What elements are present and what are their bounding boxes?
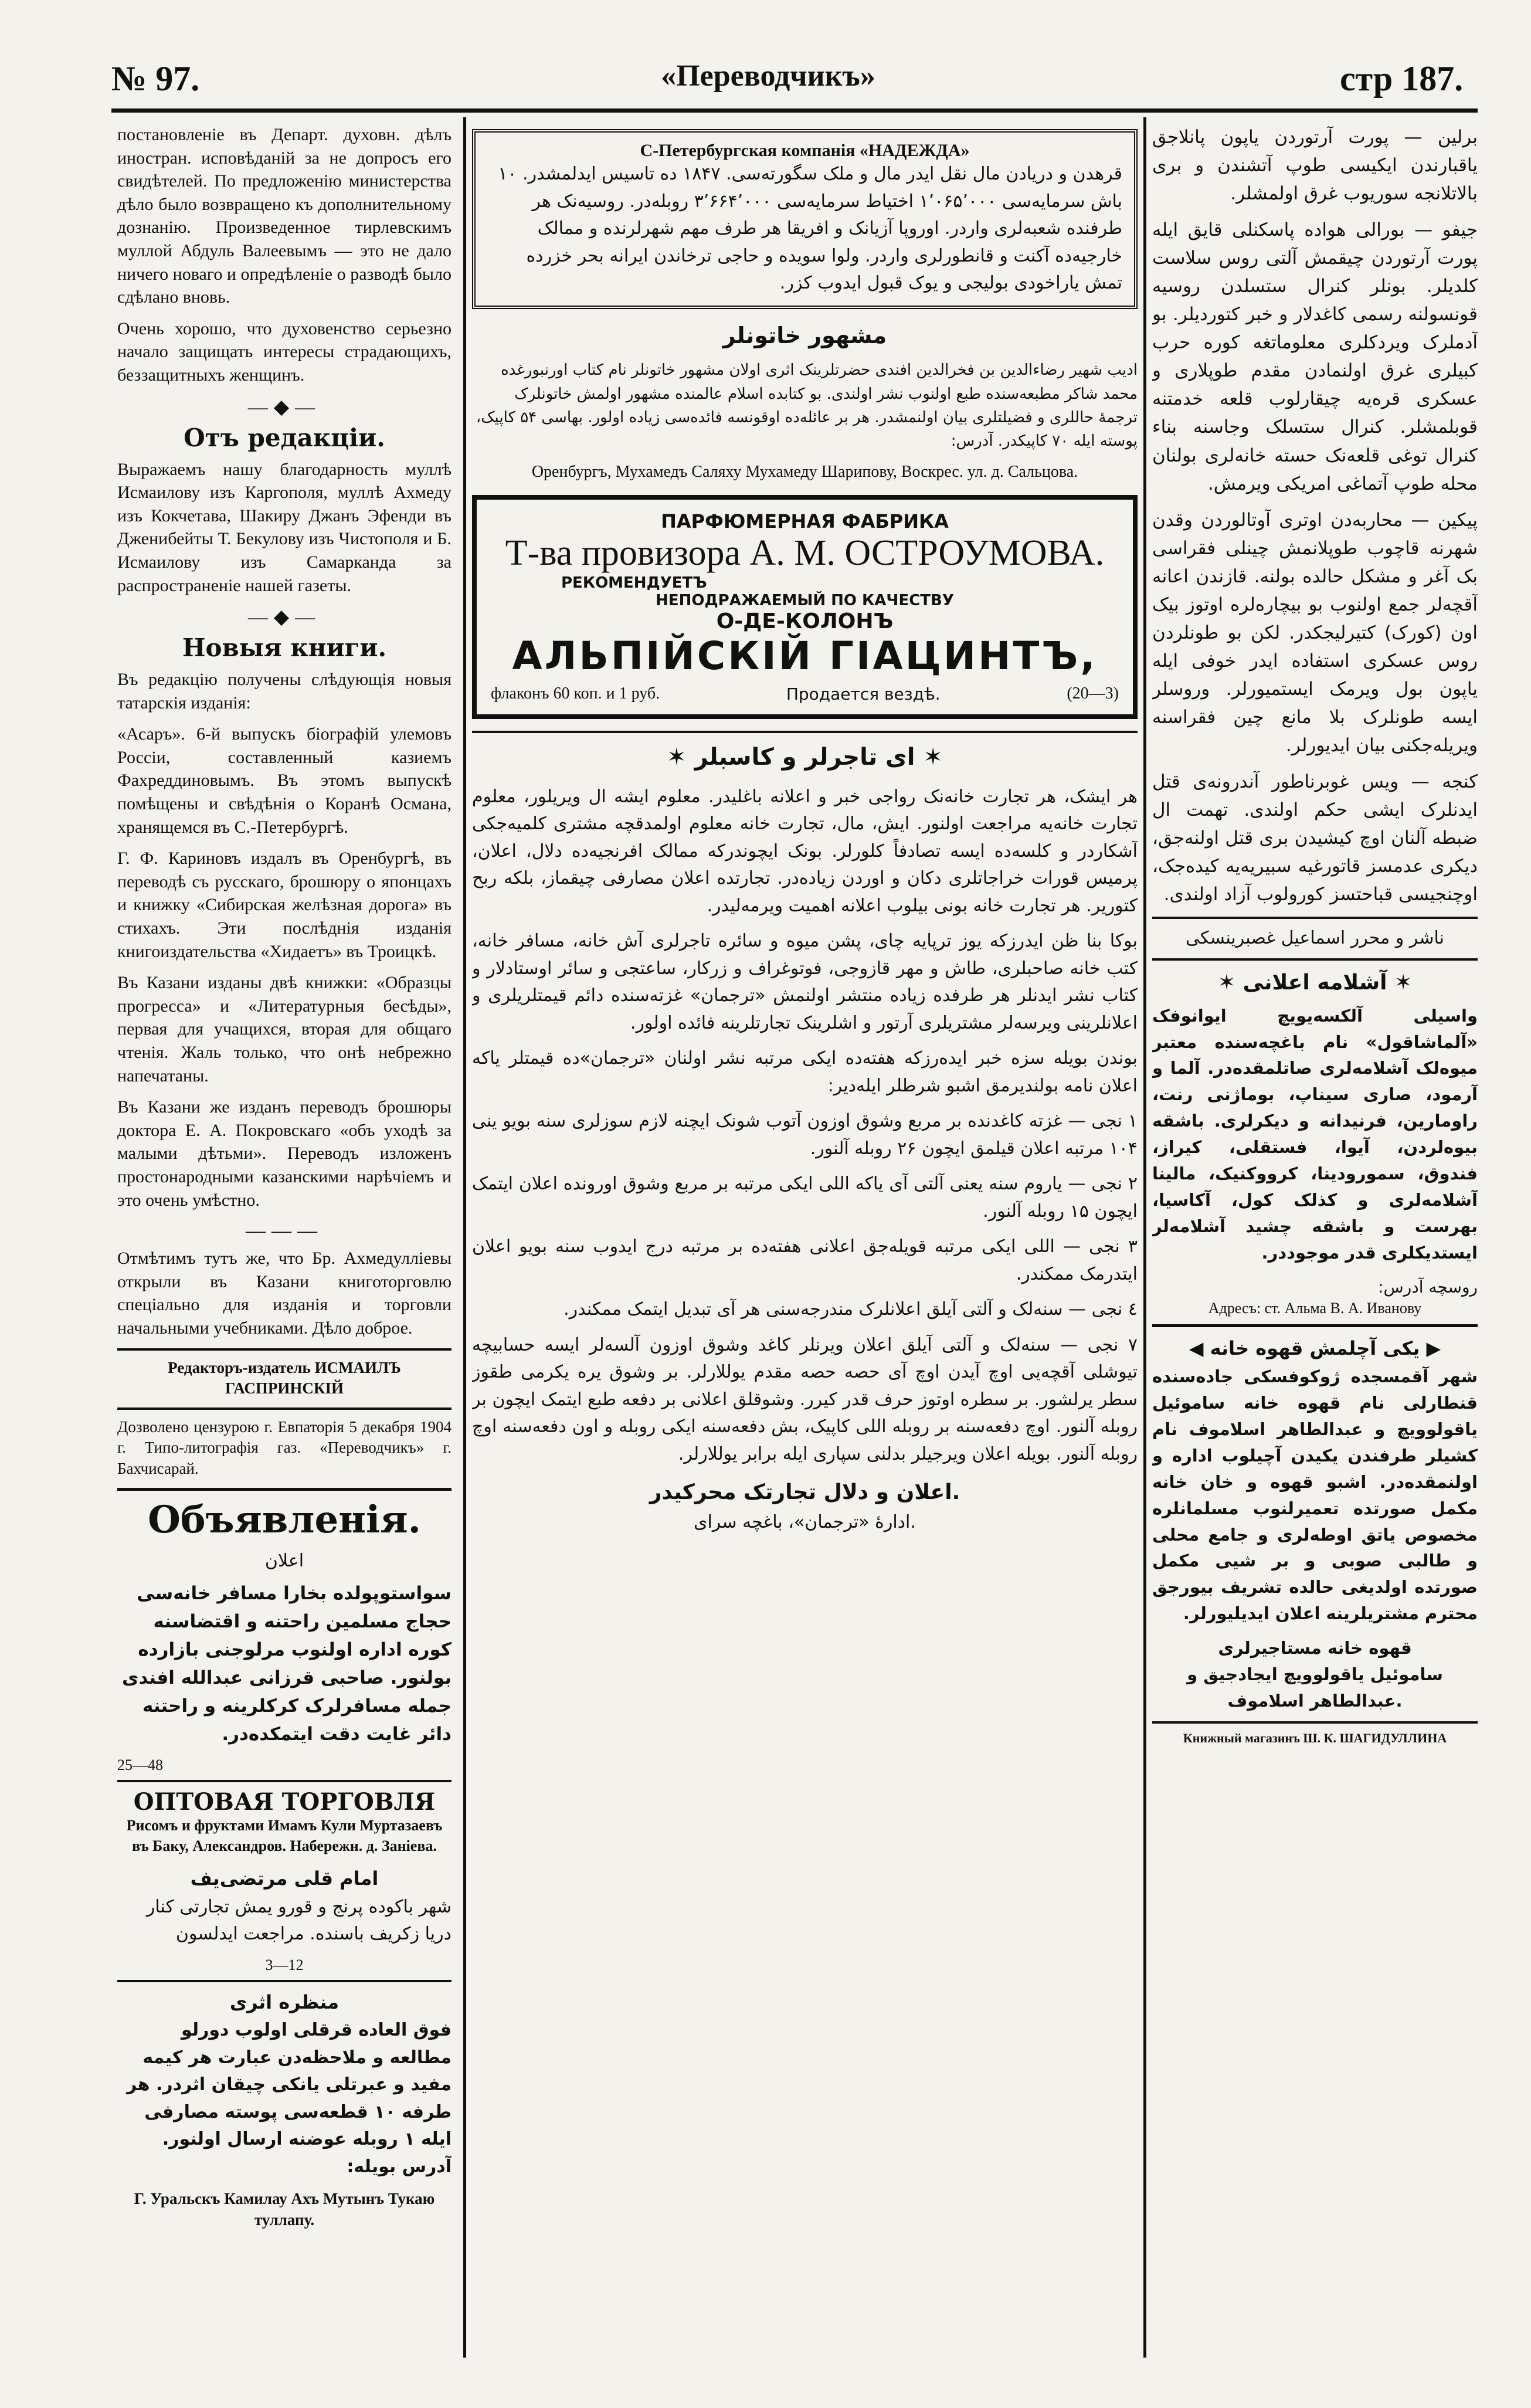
article-continuation: постановленіе въ Департ. духовн. дѣлъ иностран. исповѣданій за не допросъ его свидѣтелей. По предложенію министерства дѣло было возвращено къ дополнительному дознанію. Произведенное тирлевскимъ муллой Абдуль Валеевымъ — это не дало ничего новаго и опредѣленіе о разводѣ было сдѣлано вновь.: [117, 125, 452, 307]
coffeehouse-owners: ساموئیل یاقولوویچ ایجادجیق و عبدالطاهر اسلاموف.: [1187, 1664, 1443, 1711]
news-item: برلین — پورت آرتوردن یاپون پانلاجق یاقبارندن ایکیسی طوپ آتشندن و بری بالاتلانجه سوریوب غرق اولمشلر.: [1152, 127, 1478, 205]
trader-rate: ۱ نجی — غزته کاغدنده بر مربع وشوق اوزون آتوب شونک ایچنه لازم سوزلری سنه بویو ینی ۱۰۴ مرتبه اعلان قیلمق ایچون ۲۶ روبله آلنور.: [472, 1111, 1138, 1159]
grafting-ad-heading-text: آشلامه اعلانی: [1243, 970, 1387, 995]
traders-paragraph: هر ایشک، هر تجارت خانه‌نک رواجی خبر و اعلانه باغلیدر. معلوم ایشه ال ویریلور، معلوم تجارت خانه‌یه مراجعت اولنور. ایش، مال، تجارت خانه معلوم اولمدقچه مشتری کلمیه‌جکی آشکاردر و کلسه‌ده ایسه تصادفاً کلورلر. بونک ایچوندرکه ممالک افرنجیه‌ده دلال، اعلان، پرمیس قورات خراجاتلری دکان و اوردن زیاده‌در. تجارتده اعلان مصارفی چیقماز، بلکه ربح کتوریر. هر تجارت خانه بونی بیلوب اعلانه اهمیت ویرمه‌لیدر.: [472, 786, 1138, 916]
news-item: جیفو — بورالی هواده پاسکنلی قایق ایله پورت آرتوردن چیقمش آلتی روس سلاست کلدیلر. بونلر کنرال ستسلدن روسیه قونسولنه رسمی کاغدلار و خبر کتوردیلر. بو آدملرک ویردکلری معلوماتغه کوره حرب کبیلری غرق اولنمادن مقدم طوپلاری و عسکری قره‌یه چیقارلوب قلعه خدمتنه قوبلمشلر. کنرال ستسلک وجاسنه بناء کنرال توغی قلعه‌نک حسته خانه‌لری بولنان محله طوپ آتماغی امریکی ویرمش.: [1152, 219, 1478, 494]
owner-line: ناشر و محرر اسماعیل غصبرینسکی: [1186, 928, 1444, 949]
grafting-ad-text: واسیلی آلکسه‌یویچ ایوانوفک «آلماشاقول» نام باغچه‌سنده معتبر میوه‌لک آشلامه‌لری صاتلمقده‌در. آلما و آرمود، صاری سیناپ، بوماژنی رنت، راومارین، فرنیدانه و دیکرلری. باشقه بیوه‌لردن، آیوا، فستقلی، کیراز، فندوق، سمورودینا، کرووکنیک، مالینا آشلامه‌لری و کذلک کول، آکاسیا، بهرست و باشقه چشید آشلامه‌لر ایستدیکلری قدر موجوددر.: [1152, 1005, 1478, 1263]
news-item: کنجه — ویس غوبرناطور آندرونه‌ی قتل ایدنلرک ایشی حکم اولندی. تهمت ال ضبطه آلنان اوچ کیشیدن بری قتل اولنه‌جق، دیکری عدمسز قاتورغیه سبیریه‌یه کیده‌جک، اوچنجیسی قباحتسز کورولوب آزاد اولندی.: [1152, 771, 1478, 905]
bookshop-note: Книжный магазинъ Ш. К. ШАГИДУЛЛИНА: [1183, 1731, 1447, 1746]
perfume-ref: (20—3): [1067, 684, 1119, 703]
nadezhda-ad: [472, 129, 1138, 309]
new-books-heading: Новыя книги.: [182, 633, 387, 663]
wholesale-text: Рисомъ и фруктами Имамъ Кули Муртазаевъ въ Баку, Александров. Набережн. д. Заніева.: [126, 1817, 443, 1854]
book-item: Въ Казани изданы двѣ книжки: «Образцы прогресса» и «Литературныя бесѣды», первая для учащихся, вторая для общаго чтенія. Жаль только, что онѣ небрежно напечатаны.: [117, 973, 452, 1086]
famous-women-text: ادیب شهیر رضاءالدین بن فخرالدین افندی حضرتلرینک اثری اولان مشهور خاتونلر نام کتاب اورنبورغده محمد شاکر مطبعه‌سنده طبع اولنوب نشر اولندی. بو کتابده اسلام عالمنده مشهور اولمش خاتونلرک ترجمهٔ حاللری و فضیلتلری بیان اولنمشدر. هر بر عائله‌ده اوقونسه فائده‌سی زیاده اولور. بهاسی ۵۴ کاپیک، پوسته ایله ۷۰ کاپیکدر. آدرس:: [476, 361, 1138, 450]
grafting-ad-heading: ✶ آشلامه اعلانی ✶: [1217, 970, 1413, 995]
perfume-product-name: АЛЬПІЙСКІЙ ГІАЦИНТЪ,: [512, 633, 1098, 679]
separator: [1152, 917, 1478, 919]
traders-closing: اعلان و دلال تجارتک محرکیدر.: [649, 1480, 960, 1505]
new-books-intro: Въ редакцію получены слѣдующія новыя татарскія изданія:: [117, 670, 452, 713]
trader-rate: ۷ نجی — سنه‌لک و آلتی آیلق اعلان ویرنلر کاغد وشوق اوزون آلسه‌لر ایسه حسابیچه تیوشلی آقچه‌یی اوچ آیدن اوچ آی حصه حصه مقدم یوللارلر. بر وشوق یره یکرمی طقوز سطر یرلشور. بر سطره اوتوز حرف قدر کیرر. وشوقلق اعلانی بر دفعه طبع ایتمک ایچون بر روبله آلنور. اوچ دفعه‌سنه بر روبله اللی کاپیک، بش دفعه‌سنه ایکی روبله و اون دفعه‌سنه اوچ روبله آلنور. بویله اعلان ویرجیلر بدلنی سپاری ایله برابر یوللارلر.: [472, 1334, 1138, 1464]
book-item: Въ Казани же изданъ переводъ брошюры доктора Е. А. Покровскаго «объ уходѣ за малыми дѣтьми». Переводъ изложенъ простонародными казанскими нарѣчіемъ и это очень умѣстно.: [117, 1097, 452, 1210]
ornament-divider: —◆—: [247, 606, 321, 629]
censorship-line: Дозволено цензурою г. Евпаторія 5 декабря 1904 г. Типо-литографія газ. «Переводчикъ» г. Бахчисарай.: [117, 1417, 452, 1478]
issue-number: № 97.: [111, 59, 200, 98]
news-item: پیکین — محاربه‌دن اوتری آوتالوردن وقدن شهرنه قاچوب طوپلانمش چینلی فقراسی بک آغر و مشکل حالده بولنه. قازندن اعانه آقچه‌لر جمع اولنوب بو بیچاره‌لره اوتوز بیک اون (کورک) کتیرلیجکدر. لکن بو طونلردن روس عسکری استفاده ایدر خوفی ایله یاپون بول ویرمک ایستمیورلر. وروسلر ایسه طونلرک بلا مانع چین فقراسنه ویریله‌جکنی بیان ایدیورلر.: [1152, 509, 1478, 756]
perfume-ad: [472, 495, 1138, 719]
column-divider-left: [463, 117, 466, 2358]
article-conclusion: Очень хорошо, что духовенство серьезно начало защищать интересы страдающихъ, беззащитныхъ женщинъ.: [117, 318, 452, 385]
famous-women-heading: مشهور خاتونلر: [722, 322, 887, 348]
ad-heading: منظره اثری: [229, 1990, 340, 2013]
book-item: Г. Ф. Кариновъ издалъ въ Оренбургѣ, въ переводѣ съ русскаго, брошюру о японцахъ и книжку «Сибирская желѣзная дорога» въ стихахъ. Эти послѣднія изданія книгоиздательства «Хидаетъ» въ Троицкѣ.: [117, 849, 452, 961]
grafting-ad-address: Адресъ: ст. Альма В. А. Иванову: [1208, 1300, 1422, 1317]
separator: [117, 1348, 452, 1351]
wholesale-arabic-heading: امام قلی مرتضی‌یف: [190, 1867, 379, 1890]
perfume-line: НЕПОДРАЖАЕМЫЙ ПО КАЧЕСТВУ: [656, 591, 954, 609]
coffeehouse-heading-text: یکی آچلمش قهوه خانه: [1210, 1337, 1420, 1360]
left-column: [117, 123, 452, 2352]
famous-women-address: Оренбургъ, Мухамедъ Саляху Мухамеду Шарипову, Воскрес. ул. д. Сальцова.: [531, 462, 1078, 481]
wholesale-heading: ОПТОВАЯ ТОРГОВЛЯ: [133, 1788, 436, 1816]
ornament-divider: ———: [246, 1220, 323, 1242]
perfume-line: РЕКОМЕНДУЕТЪ: [561, 574, 707, 592]
middle-column: [472, 123, 1138, 2352]
newspaper-title: «Переводчикъ»: [661, 59, 875, 93]
right-column: [1152, 123, 1478, 2352]
separator: [1152, 1324, 1478, 1327]
separator: [117, 1408, 452, 1410]
traders-paragraph: بوندن بویله سزه خبر ایده‌رزکه هفته‌ده ایکی مرتبه نشر اولنان «ترجمان»ده قیمتلر یاکه اعلان نامه بولندیرمق اشبو شرطلر ایله‌دیر:: [472, 1048, 1138, 1096]
perfume-price-row: [491, 684, 1119, 704]
traders-address: ادارهٔ «ترجمان»، باغچه سرای.: [694, 1511, 916, 1532]
book-item: Отмѣтимъ тутъ же, что Бр. Ахмедулліевы открыли въ Казани книготорговлю спеціально для изданія и торговли начальными учебниками. Дѣло доброе.: [117, 1249, 452, 1338]
page-number: стр 187.: [1340, 59, 1464, 98]
perfume-line: ПАРФЮМЕРНАЯ ФАБРИКА: [661, 510, 949, 533]
ad-ref: 25—48: [117, 1756, 163, 1774]
ad-text: سواستوپولده بخارا مسافر خانه‌سی حجاج مسلمین راحتنه و اقتضاسنه کوره اداره اولنوب مرلوجنی بازارده بولنور. صاحبی قرزانی عبدالله افندی جمله مسافرلرک کرکلرینه و راحتنه دائر غایت دقت ایتمکده‌در.: [122, 1583, 452, 1745]
ad-heading: اعلان: [264, 1550, 304, 1571]
perfume-availability: Продается вездѣ.: [786, 684, 941, 704]
separator: [1152, 958, 1478, 961]
wholesale-arabic-text: شهر باکوده پرنج و قورو یمش تجارتی کنار دریا زکریف باسنده. مراجعت ایدلسون: [146, 1896, 452, 1945]
traders-paragraph: بوکا بنا ظن ایدرزکه یوز ترپایه چای، پشن میوه و سائره تاجرلری آش خانه، مسافر خانه، کتب خانه صاحبلری، طاش و مهر قازوجی، فوتوغراف و زرکار، ساعتجی و سائر اوستادلار و کتاب نشر ایدنلر هر طرفده زیاده منتشر اولنمش «ترجمان» غزته‌سنده دائم قیمتلریلری و اعلانلرینی ویرسه‌لر مشتریلری آرتور و اشلرینک تجارتلرینه فائده اولور.: [472, 931, 1138, 1033]
separator: [117, 1980, 452, 1982]
perfume-company: Т-ва провизора А. М. ОСТРОУМОВА.: [505, 533, 1105, 573]
header-rule: [111, 108, 1478, 113]
trader-rate: ۲ نجی — یاروم سنه یعنی آلتی آی یاکه اللی ایکی مرتبه بر مربع وشوق اورونده اعلان ایتمک ایچون ۱۵ روبله آلنور.: [472, 1174, 1138, 1222]
grafting-ad-address-label: روسچه آدرس:: [1378, 1277, 1478, 1297]
separator: [117, 1488, 452, 1491]
nadezhda-text: قرهدن و دریادن مال نقل ایدر مال و ملک سگورته‌سی. ۱۸۴۷ ده تاسیس ایدلمشدر. ۱۰ باش سرمایه‌سی ۱٬۰۶۵٬۰۰۰ اختیاط سرمایه‌سی ۳٬۶۶۴٬۰۰۰ روبله‌در. روسیه‌نک هر طرفنده شعبه‌لری واردر. اوروپا آزیانک و افریقا هر طرف مهم شهرلرنده و ممالک خارجیه‌ده آکنت و قانطورلری واردر. ولوا سویده و حاجی ترخاندن ایرانه بحر خزرده تمش یاراخودی بولیجی و یوک قبول ایدوب کزر.: [498, 164, 1122, 293]
traders-heading-text: ای تاجرلر و کاسبلر: [694, 743, 915, 771]
coffeehouse-text: شهر آقمسجده ژوکوفسکی جاده‌سنده قنطارلی نام قهوه خانه ساموئیل یاقولوویچ و عبدالطاهر اسلاموف نام کشیلر طرفندن یکیدن آچیلوب اداره و اولنمقده‌در. اشبو قهوه و خان خانه مکمل صورتده تعمیرلنوب مسلمانلره مخصوص یاتق اوطه‌لری و جامع محلی و طالبی صوبی و بر شیی مکمل صورتده اولدیغی حالده تشریف بیورجق محترم مشتریلرینه اعلان ایدیلیورلر.: [1152, 1366, 1478, 1624]
coffeehouse-owners-heading: قهوه خانه مستاجیرلری: [1218, 1638, 1412, 1659]
trader-rate: ٤ نجی — سنه‌لک و آلتی آیلق اعلانلرک مندرجه‌سنی هر آی تبدیل ایتمک ممکندر.: [563, 1299, 1138, 1320]
ad-ref: 3—12: [265, 1956, 304, 1973]
perfume-product-type: О-ДЕ-КОЛОНЪ: [716, 609, 894, 633]
separator: [1152, 1721, 1478, 1724]
separator: [472, 731, 1138, 733]
editorial-text: Выражаемъ нашу благодарность муллѣ Исмаилову изъ Каргополя, муллѣ Ахмеду изъ Кокчетава, Шакиру Джанъ Эфенди въ Дженибейты Т. Бекулову изъ Чистополя и Б. Исмаилову изъ Самарканда за распространеніе нашей газеты.: [117, 459, 452, 595]
separator: [117, 1780, 452, 1782]
ornament-divider: —◆—: [247, 396, 321, 418]
ad-text: فوق العاده قرقلی اولوب دورلو مطالعه و ملاحظه‌دن عبارت هر کیمه مفید و عبرتلی یانکی چیقان اثردر. هر طرفه ۱۰ قطعه‌سی پوسته مصارفی ایله ۱ روبله عوضنه ارسال اولنور. آدرس بویله:: [127, 2020, 452, 2177]
column-divider-right: [1143, 117, 1146, 2358]
publisher-line: Редакторъ-издатель ИСМАИЛЪ ГАСПРИНСКІЙ: [168, 1358, 401, 1398]
traders-heading: ✶ ای تاجرلر و کاسبلر ✶: [667, 743, 943, 771]
perfume-price: флаконъ 60 коп. и 1 руб.: [491, 684, 660, 703]
editorial-heading: Отъ редакціи.: [184, 423, 385, 452]
announcements-heading: Объявленія.: [148, 1497, 421, 1542]
nadezhda-title: С-Петербургская компанія «НАДЕЖДА»: [640, 141, 970, 160]
book-item: «Асаръ». 6-й выпускъ біографій улемовъ Россіи, составленный казиемъ Фахреддиновымъ. Въ этомъ выпускѣ помѣщены и свѣдѣнія о Коранѣ Османа, хранящемся въ С.-Петербургѣ.: [117, 724, 452, 837]
coffeehouse-heading: ◀ یکی آچلمش قهوه خانه ▶: [1189, 1337, 1441, 1360]
trader-rate: ۳ نجی — اللی ایکی مرتبه قویله‌جق اعلانی هفته‌ده بر مرتبه درج ایدوب سنه بویو اعلان ایتدرمک ممکندر.: [472, 1236, 1138, 1284]
ad-address: Г. Уральскъ Камилау Ахъ Мутынъ Тукаю туллапу.: [134, 2190, 435, 2229]
